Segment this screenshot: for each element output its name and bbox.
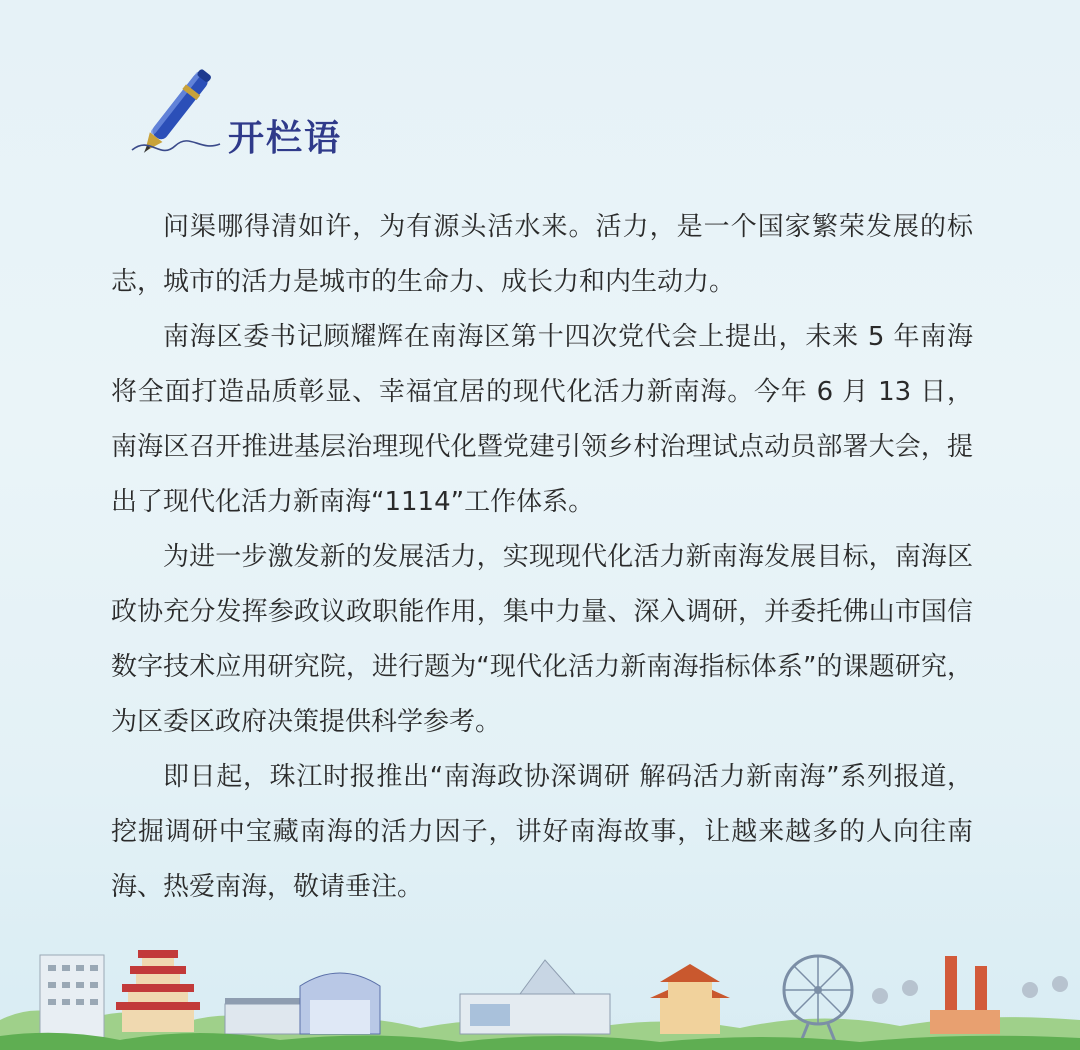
paragraph: 为进一步激发新的发展活力，实现现代化活力新南海发展目标，南海区政协充分发挥参政议政职能作用，集中力量、深入调研，并委托佛山市国信数字技术应用研究院，进行题为“现代化活力新南海指标体系”的课题研究，为区委区政府决策提供科学参考。 xyxy=(111,542,973,737)
paragraph: 即日起，珠江时报推出“南海政协深调研 解码活力新南海”系列报道，挖掘调研中宝藏南海的活力因子，讲好南海故事，让越来越多的人向往南海、热爱南海，敬请垂注。 xyxy=(111,762,973,902)
paragraph: 问渠哪得清如许，为有源头活水来。活力，是一个国家繁荣发展的标志，城市的活力是城市的生命力、成长力和内生动力。 xyxy=(111,212,973,297)
city-skyline-illustration xyxy=(0,940,1080,1050)
paragraph: 南海区委书记顾耀辉在南海区第十四次党代会上提出，未来 5 年南海将全面打造品质彰显、幸福宜居的现代化活力新南海。今年 6 月 13 日，南海区召开推进基层治理现代化暨党建引领乡村治理试点动员部署大会，提出了现代化活力新南海“1114”工作体系。 xyxy=(111,322,973,517)
article-body xyxy=(111,200,973,915)
column-title: 开栏语 xyxy=(228,117,343,159)
fountain-pen-icon xyxy=(120,60,230,160)
